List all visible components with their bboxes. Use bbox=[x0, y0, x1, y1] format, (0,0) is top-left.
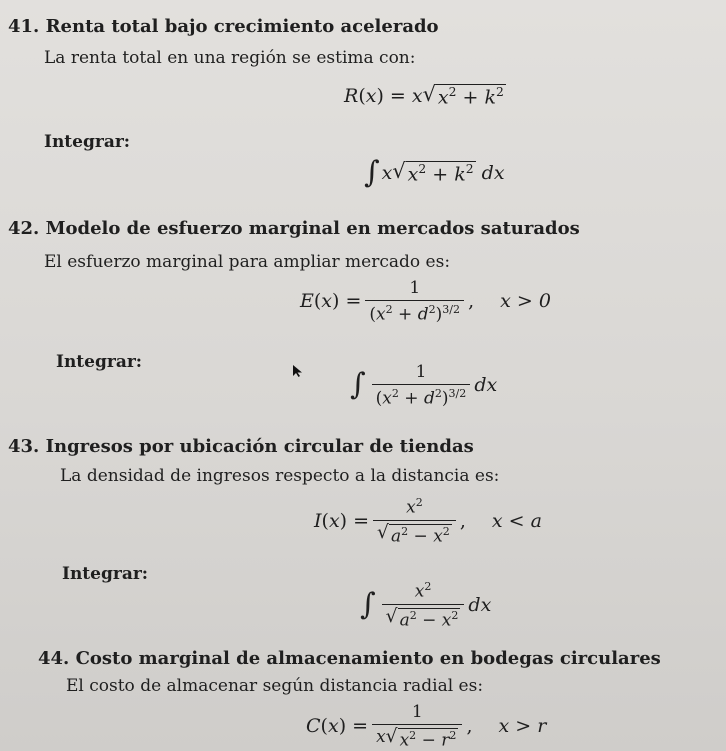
problem-43-integral: ∫ $x^2$ √ $a^2 - x^2$ dx bbox=[360, 580, 492, 631]
problem-41-integrar-label: Integrar: bbox=[44, 132, 131, 152]
problem-41-function: R ( x ) = x √ $x^2 + k^2$ bbox=[344, 82, 504, 109]
problem-42-integrar-label: Integrar: bbox=[56, 352, 143, 372]
problem-42-integral: ∫ $\frac{1}{(x^2 + d^2)^{3/2}}$ dx bbox=[350, 362, 498, 409]
problem-43-function: I ( x ) = $x^2$ √ $a^2 - x^2$ , x < a bbox=[314, 496, 542, 547]
problem-44-title: 44. Costo marginal de almacenamiento en bodegas circulares bbox=[38, 648, 661, 669]
problem-42-intro: El esfuerzo marginal para ampliar mercado es: bbox=[44, 252, 451, 272]
problem-43-condition: x < a bbox=[491, 510, 542, 533]
problem-44-function: C ( x ) = 1 x √ $x^2 - r^2$ , x > r bbox=[306, 702, 547, 751]
problem-43-integrar-label: Integrar: bbox=[62, 564, 149, 584]
mouse-pointer-icon bbox=[292, 364, 304, 378]
problem-44-intro: El costo de almacenar según distancia radial es: bbox=[66, 676, 484, 696]
problem-42-condition: x > 0 bbox=[500, 290, 551, 313]
problem-43-intro: La densidad de ingresos respecto a la distancia es: bbox=[60, 466, 500, 486]
problem-41-intro: La renta total en una región se estima con: bbox=[44, 48, 416, 68]
problem-41-title: 41. Renta total bajo crecimiento acelerado bbox=[8, 16, 439, 37]
problem-42-title: 42. Modelo de esfuerzo marginal en mercados saturados bbox=[8, 218, 580, 239]
problem-43-title: 43. Ingresos por ubicación circular de tiendas bbox=[8, 436, 474, 457]
problem-41-integral: ∫ x √ $x^2 + k^2$ dx bbox=[364, 155, 505, 190]
problem-42-function: E ( x ) = $\frac{1}{(x^2 + d^2)^{3/2}}$ , x > 0 bbox=[300, 278, 551, 325]
problem-44-condition: x > r bbox=[498, 715, 547, 738]
